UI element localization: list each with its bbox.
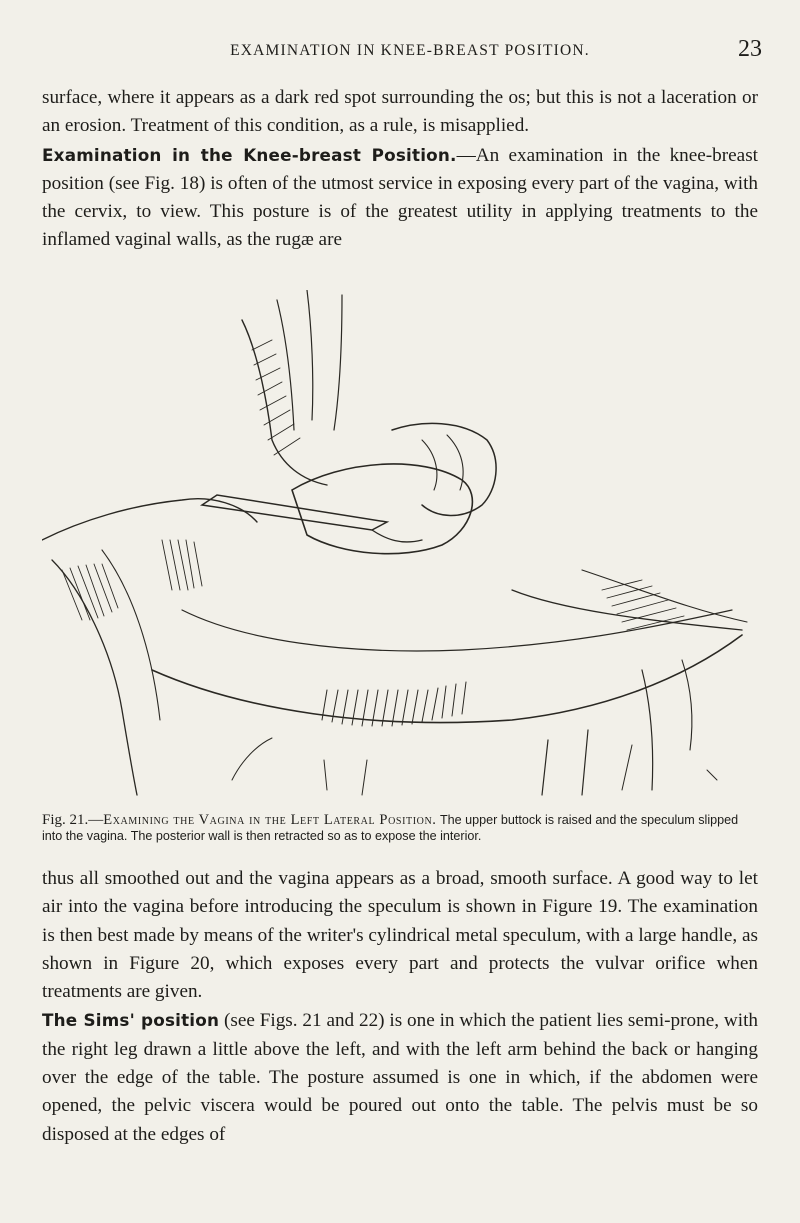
paragraph-continuation: surface, where it appears as a dark red spot surrounding the os; but this is not a laceration or an erosion. Treatment of this condition, as a rule, is misapplied.	[42, 87, 758, 137]
figure-illustration	[42, 290, 758, 800]
running-title: EXAMINATION IN KNEE-BREAST POSITION.	[230, 42, 590, 59]
buttock-outline	[292, 464, 472, 554]
fold-hatching	[322, 682, 466, 726]
paragraph-smoothed: thus all smoothed out and the vagina appears as a broad, smooth surface. A good way to let air into the vagina before introducing the speculum is shown in Figure 19. The examination is then best made by means of the writer's cylindrical metal speculum, with a large handle, as shown in Figure 20, which exposes every part and protects the vulvar orifice when treatments are given.	[42, 868, 758, 1003]
drapery-left	[42, 499, 257, 540]
anatomical-illustration	[42, 290, 758, 800]
paragraph-body: —An examination in the knee-breast position (see Fig. 18) is often of the utmost service in exposing every part of the vagina, with the cervix, to view. This posture is of the greatest utility in applying treatments to the inflamed vaginal walls, as the rugæ are	[42, 144, 758, 251]
bottom-text-block	[42, 865, 758, 1149]
right-hand	[392, 423, 496, 515]
run-in-heading: Examination in the Knee-breast Position.	[42, 144, 457, 165]
caption-title: Examining the Vagina in the Left Lateral Position.	[103, 812, 437, 828]
upper-hand	[242, 320, 327, 485]
run-in-heading: The Sims' position	[42, 1010, 220, 1031]
page-number: 23	[738, 36, 762, 62]
thigh-outline	[152, 635, 742, 723]
running-head	[36, 36, 764, 70]
figure-caption	[42, 812, 758, 844]
speculum	[202, 495, 387, 530]
hatching-left	[62, 540, 202, 620]
top-text-block	[42, 84, 758, 255]
caption-label: Fig. 21.—	[42, 812, 104, 828]
caption-description: The upper buttock is raised and the speculum slipped into the vagina. The posterior wall is then retracted so as to expose the interior.	[42, 813, 739, 843]
paragraph-knee-breast	[42, 141, 758, 255]
right-leg	[512, 590, 742, 630]
thigh-inner	[182, 610, 732, 651]
paragraph-sims-position	[42, 1006, 758, 1148]
hatching-upper	[252, 340, 300, 455]
paragraph-body: (see Figs. 21 and 22) is one in which the patient lies semi-prone, with the right leg drawn a little above the left, and with the left arm behind the back or hanging over the edge of the table. The posture assumed is one in which, if the abdomen were opened, the pelvic viscera would be poured out onto the table. The pelvis must be so disposed at the edges of	[42, 1010, 758, 1145]
